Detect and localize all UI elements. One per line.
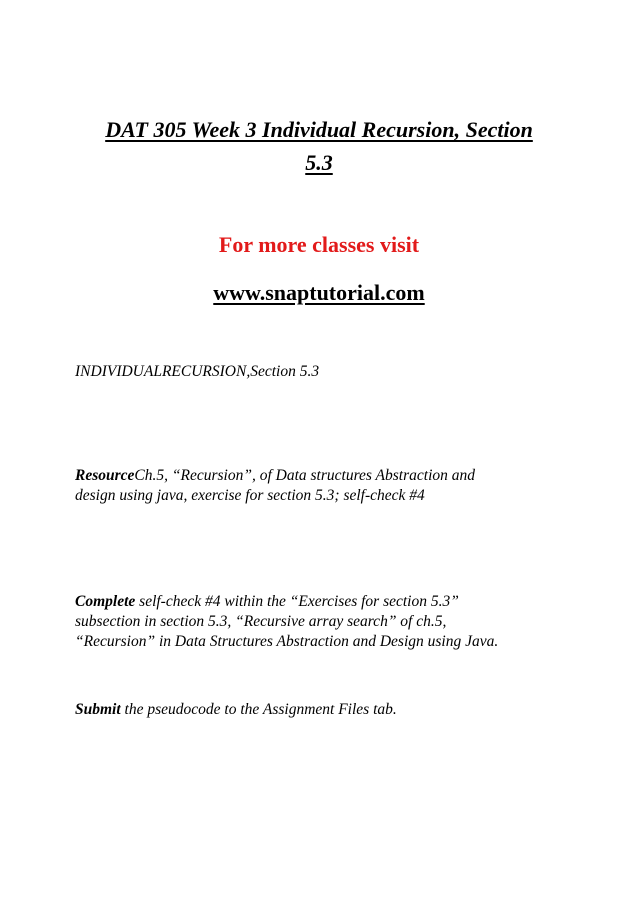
resource-paragraph (75, 466, 575, 506)
promo-link[interactable]: www.snaptutorial.com (213, 280, 425, 305)
page-title: DAT 305 Week 3 Individual Recursion, Section 5.3 (105, 117, 533, 175)
submit-text: the pseudocode to the Assignment Files tab. (120, 701, 397, 718)
complete-label: Complete (75, 593, 136, 610)
promo-text: For more classes visit (218, 232, 420, 257)
section-heading: INDIVIDUALRECURSION,Section 5.3 (75, 363, 320, 380)
resource-label: Resource (75, 467, 135, 484)
complete-text: self-check #4 within the “Exercises for section 5.3” subsection in section 5.3, “Recursive array search” of ch.5, “Recursion” in Data Structures Abstraction and Design using Java. (75, 593, 499, 650)
submit-label: Submit (75, 701, 121, 718)
resource-text: Ch.5, “Recursion”, of Data structures Abstraction and design using java, exercise for section 5.3; self-check #4 (75, 467, 476, 504)
submit-paragraph (75, 700, 575, 720)
complete-paragraph (75, 592, 575, 652)
